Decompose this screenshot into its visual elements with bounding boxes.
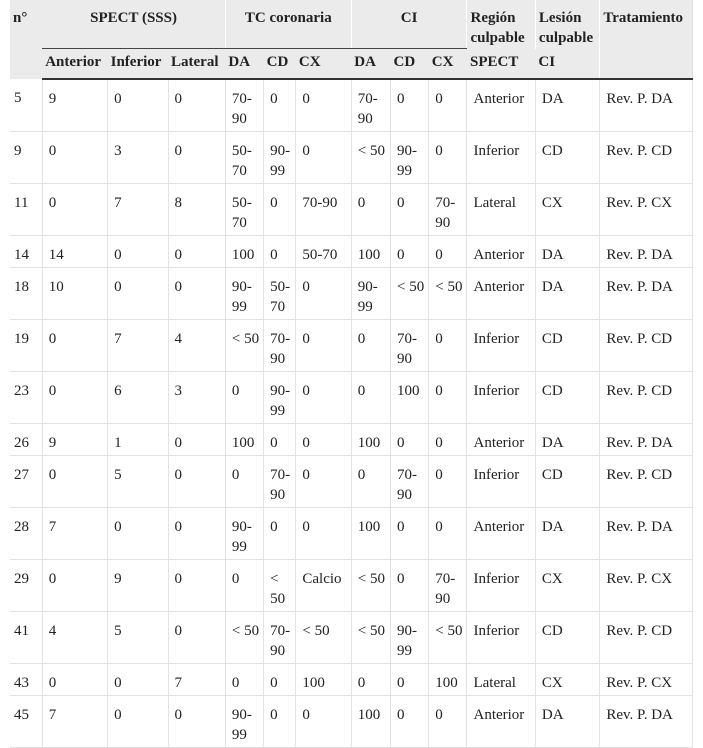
cell-region-culpable: Inferior <box>467 612 535 664</box>
cell-tratamiento: Rev. P. DA <box>600 508 693 560</box>
table-row <box>10 696 693 748</box>
cell-ci-cx: 0 <box>429 79 467 132</box>
header-ci-group: CI <box>351 0 467 49</box>
cell-tc-cx: < 50 <box>296 612 351 664</box>
table-row <box>10 184 693 236</box>
cell-region-culpable: Lateral <box>467 664 535 696</box>
cell-lesion-culpable: DA <box>535 424 599 456</box>
cell-tc-da: 100 <box>225 424 263 456</box>
cell-lesion-culpable: CD <box>535 132 599 184</box>
cell-ci-cx: 0 <box>429 320 467 372</box>
cell-ci-cx: 0 <box>429 456 467 508</box>
cell-ci-cd: < 50 <box>390 268 428 320</box>
cell-spect-anterior: 9 <box>42 424 107 456</box>
cell-region-culpable: Anterior <box>467 696 535 748</box>
cell-ci-cd: 70-90 <box>390 456 428 508</box>
table-row <box>10 456 693 508</box>
cell-tc-cx: 0 <box>296 456 351 508</box>
cell-n: 14 <box>10 236 42 268</box>
table-body <box>10 79 693 748</box>
cell-tc-cx: 50-70 <box>296 236 351 268</box>
cell-ci-da: 0 <box>351 184 390 236</box>
cell-spect-lateral: 0 <box>168 560 225 612</box>
cell-ci-cx: 0 <box>429 236 467 268</box>
cell-spect-lateral: 0 <box>168 79 225 132</box>
cell-ci-cd: 70-90 <box>390 320 428 372</box>
cell-n: 45 <box>10 696 42 748</box>
cell-ci-cx: < 50 <box>429 612 467 664</box>
cell-spect-lateral: 4 <box>168 320 225 372</box>
cell-ci-cd: 100 <box>390 372 428 424</box>
cell-lesion-culpable: DA <box>535 696 599 748</box>
cell-region-culpable: Inferior <box>467 132 535 184</box>
subheader-lateral: Lateral <box>168 49 225 80</box>
cell-n: 27 <box>10 456 42 508</box>
cell-tc-cx: 0 <box>296 424 351 456</box>
cell-n: 9 <box>10 132 42 184</box>
cell-spect-lateral: 0 <box>168 612 225 664</box>
cell-n: 41 <box>10 612 42 664</box>
cell-ci-cx: 70-90 <box>429 560 467 612</box>
cell-spect-anterior: 4 <box>42 612 107 664</box>
cell-spect-anterior: 9 <box>42 79 107 132</box>
cell-tc-da: 90-99 <box>225 268 263 320</box>
cell-tc-cd: 0 <box>264 424 296 456</box>
cell-n: 28 <box>10 508 42 560</box>
cell-ci-cx: 100 <box>429 664 467 696</box>
cell-ci-da: 100 <box>351 508 390 560</box>
table-row <box>10 372 693 424</box>
cell-ci-cx: 0 <box>429 132 467 184</box>
cell-spect-lateral: 0 <box>168 456 225 508</box>
cell-region-culpable: Anterior <box>467 424 535 456</box>
cell-region-culpable: Anterior <box>467 236 535 268</box>
cell-tc-cd: 0 <box>264 236 296 268</box>
cell-spect-lateral: 0 <box>168 132 225 184</box>
cell-ci-da: < 50 <box>351 560 390 612</box>
cell-tratamiento: Rev. P. CD <box>600 612 693 664</box>
table-row <box>10 664 693 696</box>
header-n: n° <box>10 0 42 79</box>
cell-tc-da: 50-70 <box>225 132 263 184</box>
cell-tc-da: 70-90 <box>225 79 263 132</box>
cell-tratamiento: Rev. P. DA <box>600 236 693 268</box>
cell-n: 5 <box>10 79 42 132</box>
cell-region-culpable: Anterior <box>467 268 535 320</box>
cell-n: 19 <box>10 320 42 372</box>
cell-ci-cd: 0 <box>390 560 428 612</box>
cell-tratamiento: Rev. P. CD <box>600 372 693 424</box>
cell-tc-da: 0 <box>225 456 263 508</box>
cell-tc-da: < 50 <box>225 612 263 664</box>
cell-spect-anterior: 14 <box>42 236 107 268</box>
subheader-inferior: Inferior <box>108 49 168 80</box>
cell-spect-inferior: 0 <box>108 664 168 696</box>
subheader-tc-cx: CX <box>296 49 351 80</box>
cell-spect-inferior: 0 <box>108 696 168 748</box>
cell-spect-inferior: 1 <box>108 424 168 456</box>
cell-spect-anterior: 0 <box>42 372 107 424</box>
table-header <box>10 0 693 79</box>
cell-spect-lateral: 7 <box>168 664 225 696</box>
cell-tratamiento: Rev. P. CX <box>600 184 693 236</box>
cell-tratamiento: Rev. P. DA <box>600 79 693 132</box>
cell-region-culpable: Inferior <box>467 320 535 372</box>
subheader-anterior: Anterior <box>42 49 107 80</box>
cell-ci-da: 90-99 <box>351 268 390 320</box>
cell-ci-da: 0 <box>351 320 390 372</box>
cell-ci-cd: 0 <box>390 508 428 560</box>
cell-n: 29 <box>10 560 42 612</box>
cell-tc-cd: 0 <box>264 184 296 236</box>
cell-tratamiento: Rev. P. CD <box>600 132 693 184</box>
cell-spect-anterior: 7 <box>42 508 107 560</box>
header-region: Región culpable <box>467 0 535 49</box>
cell-tc-cd: < 50 <box>264 560 296 612</box>
cell-ci-cx: 70-90 <box>429 184 467 236</box>
subheader-region-spect: SPECT <box>467 49 535 80</box>
cell-tc-da: 0 <box>225 372 263 424</box>
subheader-tc-da: DA <box>225 49 263 80</box>
cell-tc-cx: 0 <box>296 132 351 184</box>
cell-tc-da: 90-99 <box>225 508 263 560</box>
table-row <box>10 320 693 372</box>
cell-ci-da: 70-90 <box>351 79 390 132</box>
header-spect-group: SPECT (SSS) <box>42 0 225 49</box>
cell-tc-cx: 0 <box>296 320 351 372</box>
cell-spect-inferior: 5 <box>108 456 168 508</box>
cell-spect-inferior: 7 <box>108 320 168 372</box>
cell-ci-da: 0 <box>351 456 390 508</box>
subheader-ci-da: DA <box>351 49 390 80</box>
cell-lesion-culpable: DA <box>535 236 599 268</box>
cell-tc-cd: 90-99 <box>264 132 296 184</box>
cell-tc-cd: 70-90 <box>264 456 296 508</box>
cell-ci-da: 0 <box>351 372 390 424</box>
cell-tc-da: 0 <box>225 664 263 696</box>
cell-tc-cd: 70-90 <box>264 320 296 372</box>
cell-lesion-culpable: CD <box>535 612 599 664</box>
cell-tc-cd: 0 <box>264 664 296 696</box>
cell-spect-inferior: 7 <box>108 184 168 236</box>
cell-n: 18 <box>10 268 42 320</box>
cell-tc-cd: 0 <box>264 696 296 748</box>
cell-ci-cd: 0 <box>390 664 428 696</box>
cell-region-culpable: Lateral <box>467 184 535 236</box>
cell-spect-lateral: 0 <box>168 236 225 268</box>
cell-lesion-culpable: CX <box>535 664 599 696</box>
header-tc-group: TC coronaria <box>225 0 351 49</box>
cell-spect-lateral: 0 <box>168 424 225 456</box>
subheader-lesion-ci: CI <box>535 49 599 80</box>
cell-ci-cd: 0 <box>390 79 428 132</box>
table-row <box>10 236 693 268</box>
cell-spect-lateral: 0 <box>168 268 225 320</box>
cell-spect-inferior: 0 <box>108 236 168 268</box>
table-row <box>10 268 693 320</box>
cell-spect-inferior: 9 <box>108 560 168 612</box>
cell-ci-cd: 0 <box>390 696 428 748</box>
cell-tratamiento: Rev. P. DA <box>600 268 693 320</box>
cell-region-culpable: Anterior <box>467 508 535 560</box>
cell-spect-anterior: 0 <box>42 184 107 236</box>
cell-tratamiento: Rev. P. CX <box>600 664 693 696</box>
cell-n: 11 <box>10 184 42 236</box>
cell-ci-da: < 50 <box>351 132 390 184</box>
cell-tc-da: 100 <box>225 236 263 268</box>
cell-tc-cx: 0 <box>296 696 351 748</box>
cell-ci-cx: < 50 <box>429 268 467 320</box>
cell-ci-cd: 0 <box>390 236 428 268</box>
subheader-ci-cx: CX <box>429 49 467 80</box>
cell-ci-cd: 90-99 <box>390 132 428 184</box>
cell-tc-cx: 0 <box>296 372 351 424</box>
cell-spect-anterior: 10 <box>42 268 107 320</box>
cell-spect-inferior: 3 <box>108 132 168 184</box>
cell-spect-anterior: 7 <box>42 696 107 748</box>
cell-tc-cd: 70-90 <box>264 612 296 664</box>
cell-lesion-culpable: CX <box>535 184 599 236</box>
cell-spect-inferior: 0 <box>108 79 168 132</box>
cell-tratamiento: Rev. P. CX <box>600 560 693 612</box>
cell-tc-cx: 0 <box>296 79 351 132</box>
cell-tc-cx: 70-90 <box>296 184 351 236</box>
cell-spect-inferior: 0 <box>108 508 168 560</box>
cell-spect-anterior: 0 <box>42 560 107 612</box>
cell-lesion-culpable: CD <box>535 320 599 372</box>
cell-lesion-culpable: CX <box>535 560 599 612</box>
cell-ci-da: 0 <box>351 664 390 696</box>
cell-region-culpable: Inferior <box>467 560 535 612</box>
cell-tc-cx: 100 <box>296 664 351 696</box>
cell-region-culpable: Inferior <box>467 372 535 424</box>
cell-tc-cd: 50-70 <box>264 268 296 320</box>
cell-tratamiento: Rev. P. DA <box>600 696 693 748</box>
table-row <box>10 560 693 612</box>
cell-spect-anterior: 0 <box>42 456 107 508</box>
header-lesion: Lesión culpable <box>535 0 599 49</box>
patient-table <box>10 0 693 748</box>
cell-ci-cd: 90-99 <box>390 612 428 664</box>
cell-region-culpable: Inferior <box>467 456 535 508</box>
cell-ci-cx: 0 <box>429 508 467 560</box>
cell-spect-inferior: 5 <box>108 612 168 664</box>
cell-spect-lateral: 0 <box>168 696 225 748</box>
cell-tc-da: 90-99 <box>225 696 263 748</box>
cell-tc-cx: 0 <box>296 268 351 320</box>
cell-region-culpable: Anterior <box>467 79 535 132</box>
cell-lesion-culpable: DA <box>535 268 599 320</box>
cell-ci-da: 100 <box>351 696 390 748</box>
cell-lesion-culpable: CD <box>535 456 599 508</box>
header-tratamiento: Tratamiento <box>600 0 693 79</box>
cell-ci-da: 100 <box>351 236 390 268</box>
cell-tc-cd: 0 <box>264 79 296 132</box>
cell-spect-anterior: 0 <box>42 132 107 184</box>
table-row <box>10 424 693 456</box>
cell-lesion-culpable: DA <box>535 79 599 132</box>
table-row <box>10 132 693 184</box>
cell-ci-cx: 0 <box>429 372 467 424</box>
cell-lesion-culpable: DA <box>535 508 599 560</box>
cell-tc-cd: 90-99 <box>264 372 296 424</box>
cell-spect-inferior: 0 <box>108 268 168 320</box>
cell-tratamiento: Rev. P. DA <box>600 424 693 456</box>
cell-n: 23 <box>10 372 42 424</box>
cell-tc-cd: 0 <box>264 508 296 560</box>
cell-ci-da: < 50 <box>351 612 390 664</box>
subheader-ci-cd: CD <box>390 49 428 80</box>
cell-tc-da: 50-70 <box>225 184 263 236</box>
cell-spect-inferior: 6 <box>108 372 168 424</box>
cell-n: 43 <box>10 664 42 696</box>
cell-spect-anterior: 0 <box>42 664 107 696</box>
cell-tratamiento: Rev. P. CD <box>600 320 693 372</box>
cell-spect-anterior: 0 <box>42 320 107 372</box>
cell-ci-cd: 0 <box>390 424 428 456</box>
cell-ci-cx: 0 <box>429 424 467 456</box>
table-row <box>10 508 693 560</box>
cell-spect-lateral: 0 <box>168 508 225 560</box>
cell-spect-lateral: 3 <box>168 372 225 424</box>
table-row <box>10 79 693 132</box>
cell-lesion-culpable: CD <box>535 372 599 424</box>
cell-tc-cx: Calcio <box>296 560 351 612</box>
cell-tratamiento: Rev. P. CD <box>600 456 693 508</box>
subheader-tc-cd: CD <box>264 49 296 80</box>
cell-ci-cd: 0 <box>390 184 428 236</box>
cell-tc-da: 0 <box>225 560 263 612</box>
cell-tc-cx: 0 <box>296 508 351 560</box>
data-table-container <box>10 0 693 748</box>
cell-ci-da: 100 <box>351 424 390 456</box>
cell-tc-da: < 50 <box>225 320 263 372</box>
cell-spect-lateral: 8 <box>168 184 225 236</box>
cell-ci-cx: 0 <box>429 696 467 748</box>
cell-n: 26 <box>10 424 42 456</box>
table-row <box>10 612 693 664</box>
